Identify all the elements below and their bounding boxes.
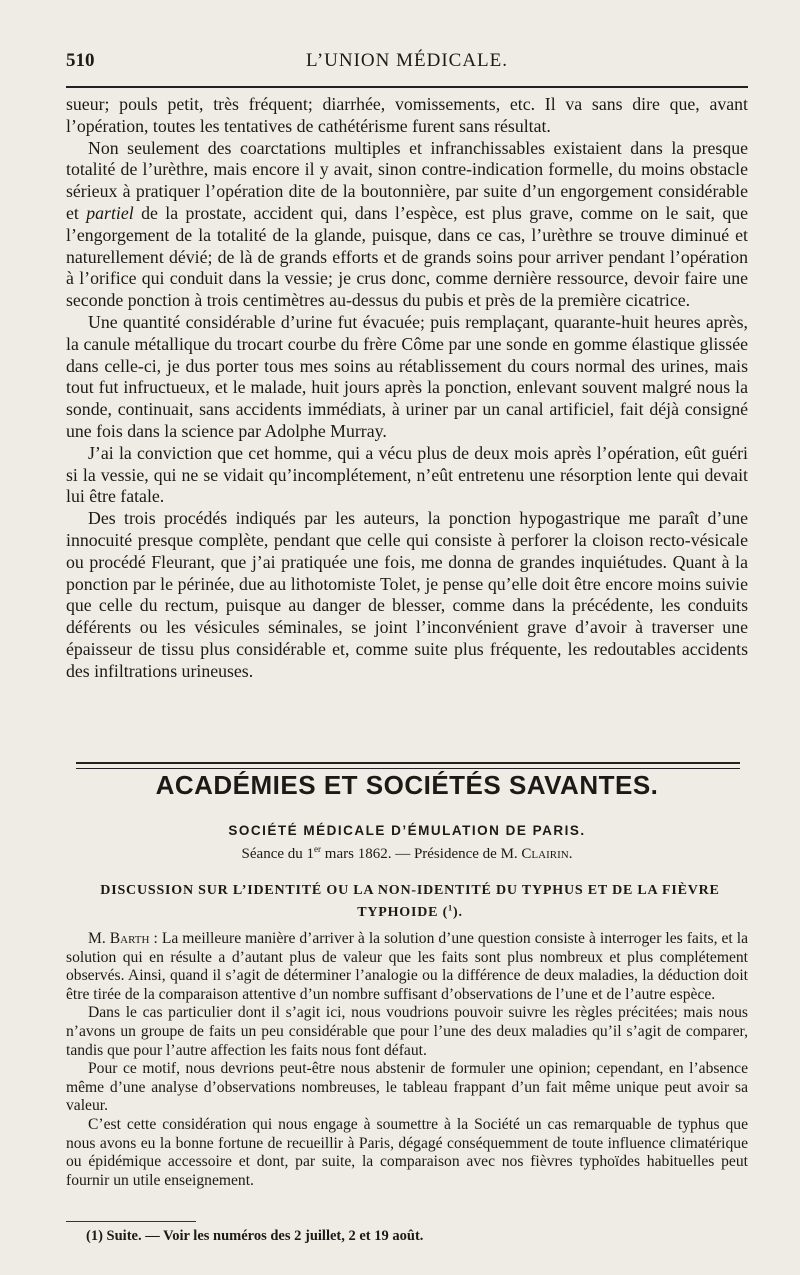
running-title: L’UNION MÉDICALE. <box>305 50 509 71</box>
session-line <box>66 846 748 863</box>
paragraph: Des trois procédés indiqués par les auteurs, la ponction hypogastrique me paraît d’une innocuité presque complète, pendant que celle qui consiste à perforer la cloison recto-vésicale ou procédé Fleurant, que j’ai pratiquée une fois, me donna de grandes inquiétudes. Quant à la ponction par le périnée, due au lithotomiste Tolet, je pense qu’elle doit être encore moins suivie que celle du rectum, puisque au danger de blesser, comme dans la précédente, les conduits déférents ou les vésicules séminales, se joint l’inconvénient grave d’avoir à traverser une épaisseur de tissu plus considérable et, comme suite plus fréquente, les redoutables accidents des infiltrations urineuses. <box>66 508 748 681</box>
session-end: . <box>568 846 573 862</box>
paragraph: J’ai la conviction que cet homme, qui a vécu plus de deux mois après l’opération, eût guéri si la vessie, qui ne se vidait qu’incomplétement, n’eût entretenu une résorption lente qui devait lui être fatale. <box>66 442 748 507</box>
footnote-marker: 1 <box>448 903 454 913</box>
discussion-heading-line: DISCUSSION SUR L’IDENTITÉ OU LA NON-IDENTITÉ DU TYPHUS ET DE LA FIÈVRE <box>100 883 720 898</box>
page-number: 510 <box>66 50 95 71</box>
paragraph: C’est cette considération qui nous engage à soumettre à la Société un cas remarquable de typhus que nous avons eu la bonne fortune de recueillir à Paris, dégagé conséquemment de toute influence climatérique ou épidémique accessoire et dont, par suite, la comparaison avec nos fièvres typhoïdes habituelles peut fournir un utile enseignement. <box>66 1115 748 1189</box>
section-title: ACADÉMIES ET SOCIÉTÉS SAVANTES. <box>155 770 659 800</box>
speaker-name: Barth <box>109 930 150 947</box>
discussion-heading-text: TYPHOIDE ( <box>357 905 449 920</box>
session-superscript: er <box>314 844 322 854</box>
speaker-prefix: M. <box>88 930 110 947</box>
section-divider <box>76 762 740 769</box>
session-text: mars 1862. — Présidence de M. <box>321 846 522 862</box>
session-text: Séance du 1 <box>241 846 315 862</box>
paragraph: Une quantité considérable d’urine fut évacuée; puis remplaçant, quarante-huit heures après, la canule métallique du trocart courbe du frère Côme par une sonde en gomme élastique glissée dans celle-ci, je dus porter tous mes soins au rétablissement du cours normal des urines, mais tout fut infructueux, et le malade, huit jours après la ponction, enlevant souvent malgré nous la sonde, continuait, sans accidents immédiats, à uriner par un canal artificiel, fait déjà consigné une fois dans la science par Adolphe Murray. <box>66 311 748 441</box>
paragraph <box>66 930 748 1004</box>
header-rule <box>66 86 748 88</box>
article-continuation <box>66 94 748 683</box>
paragraph: sueur; pouls petit, très fréquent; diarrhée, vomissements, etc. Il va sans dire que, avant l’opération, toutes les tentatives de cathétérisme furent sans résultat. <box>66 94 748 136</box>
discussion-heading-end: ). <box>453 905 463 920</box>
president-name: Clairin <box>521 846 569 862</box>
paragraph-text: Non seulement des coarctations multiples et infranchissables existaient dans la presque totalité de l’urèthre, mais encore il y avait, sinon contre-indication formelle, du moins obstacle sérieux à pratiquer l’opération dite de la boutonnière, par suite d’un engorgement considérable et <box>66 137 748 223</box>
paragraph <box>66 138 748 312</box>
footnote-rule <box>66 1221 196 1222</box>
paragraph-text: de la prostate, accident qui, dans l’espèce, est plus grave, comme on le sait, que l’engorgement de la totalité de la glande, puisque, dans ce cas, l’urèthre se trouve diminué et naturellement dévié; de là de grands efforts et de grands soins pour arriver pendant l’opération à l’orifice qui conduit dans la vessie; je crus donc, comme dernière ressource, devoir faire une seconde ponction à trois centimètres au-dessus du pubis et près de la première cicatrice. <box>66 202 748 311</box>
paragraph: Pour ce motif, nous devrions peut-être nous abstenir de formuler une opinion; cependant, en l’absence même d’une analyse d’observations nombreuses, le tableau frappant d’un fait même unique peut avoir sa valeur. <box>66 1060 748 1115</box>
society-title: SOCIÉTÉ MÉDICALE D’ÉMULATION DE PARIS. <box>228 823 586 838</box>
discussion-heading <box>86 880 734 924</box>
footnote: (1) Suite. — Voir les numéros des 2 juillet, 2 et 19 août. <box>86 1228 424 1244</box>
discussion-heading-line <box>86 902 734 924</box>
page-header <box>66 44 748 84</box>
discussion-body <box>66 930 748 1190</box>
paragraph: Dans le cas particulier dont il s’agit ici, nous voudrions pouvoir suivre les règles précitées; mais nous n’avons un groupe de faits un peu considérable que pour l’une des deux maladies qu’il s’agit de comparer, tandis que pour l’autre affection les faits nous font défaut. <box>66 1004 748 1059</box>
italic-word: partiel <box>86 202 134 223</box>
paragraph-text: : La meilleure manière d’arriver à la solution d’une question consiste à interroger les faits, et la solution qui en résulte a d’autant plus de valeur que les faits sont plus nombreux et plus complétement observés. Ainsi, quand il s’agit de déterminer l’analogie ou la différence de deux maladies, la déduction doit être tirée de la comparaison attentive d’un nombre suffisant d’observations de l’une et de l’autre espèce. <box>66 930 748 1003</box>
